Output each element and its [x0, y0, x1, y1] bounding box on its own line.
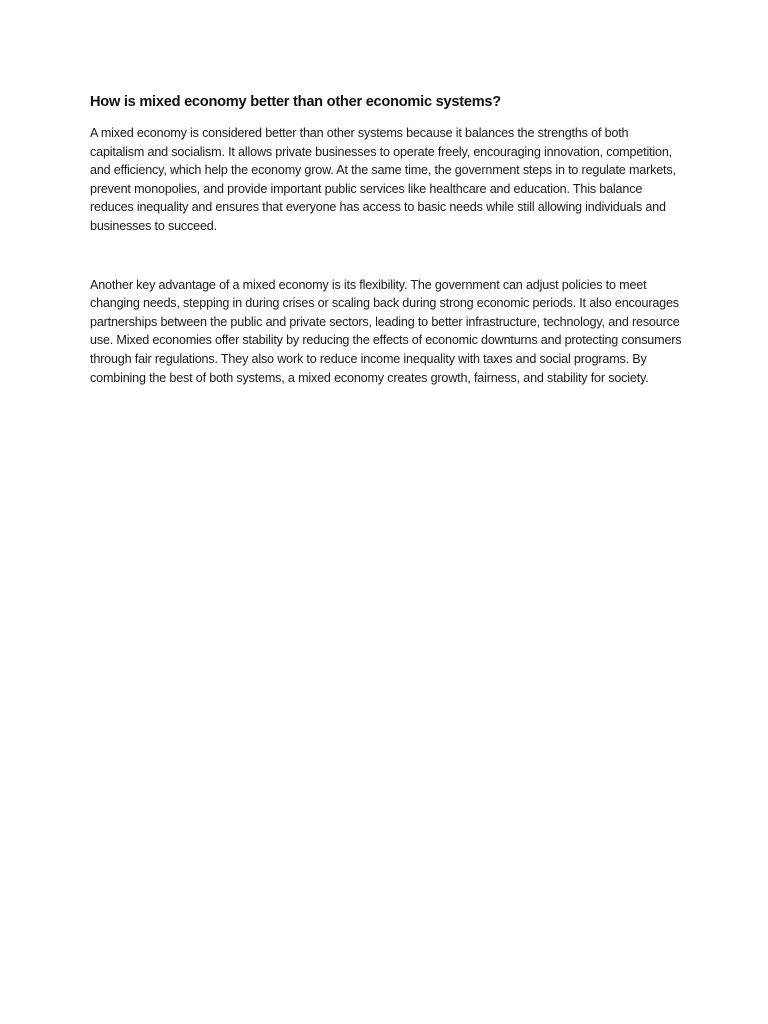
paragraph-2: Another key advantage of a mixed economy is its flexibility. The government can adjust policies to meet changing needs, stepping in during crises or scaling back during strong economic periods. It also encourages partnerships between the public and private sectors, leading to better infrastructure, technology, and resource use. Mixed economies offer stability by reducing the effects of economic downturns and protecting consumers through fair regulations. They also work to reduce income inequality with taxes and social programs. By combining the best of both systems, a mixed economy creates growth, fairness, and stability for society.	[90, 277, 682, 385]
document-title: How is mixed economy better than other economic systems?	[90, 94, 501, 110]
document-body	[90, 92, 682, 387]
paragraph-1: A mixed economy is considered better than other systems because it balances the strengths of both capitalism and socialism. It allows private businesses to operate freely, encouraging innovation, competition, and efficiency, which help the economy grow. At the same time, the government steps in to regulate markets, prevent monopolies, and provide important public services like healthcare and education. This balance reduces inequality and ensures that everyone has access to basic needs while still allowing individuals and businesses to succeed.	[90, 126, 676, 233]
